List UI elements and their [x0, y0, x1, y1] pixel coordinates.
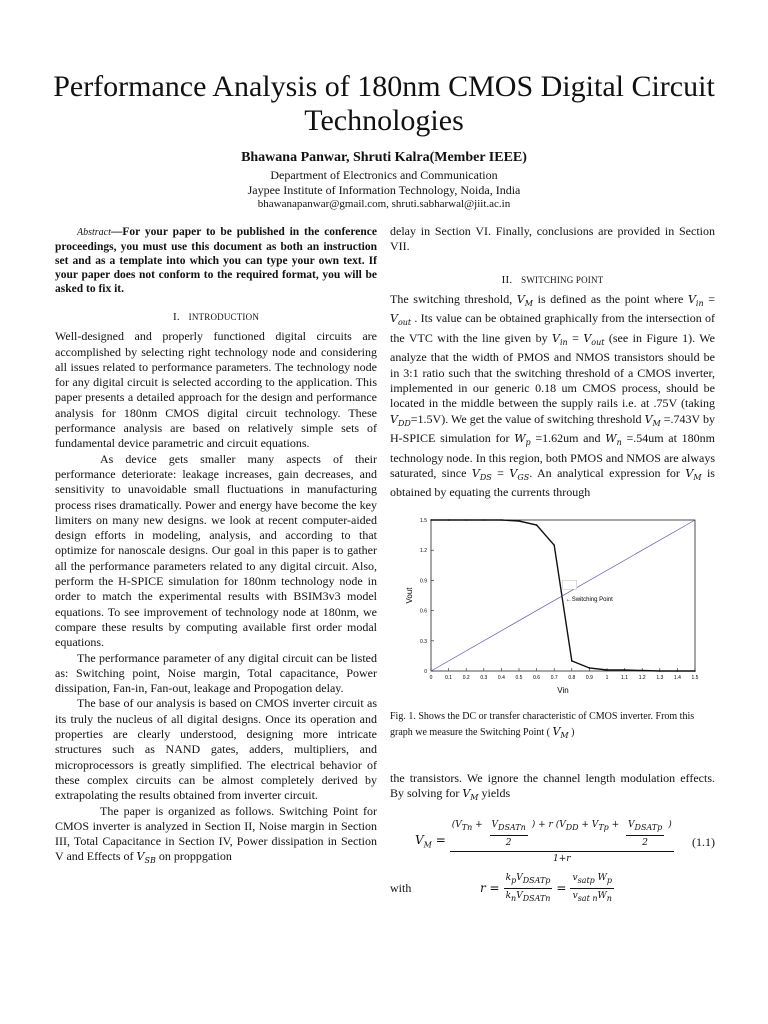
y-tick-label: 0.3	[420, 638, 427, 645]
math-symbol: $V_{in}$	[552, 331, 568, 348]
math-symbol: $V_{DD}$	[390, 412, 411, 428]
vtc-point	[430, 519, 432, 521]
math-symbol: $V_{out}$	[583, 331, 605, 348]
section-title: SWITCHING POINT	[521, 274, 604, 285]
vtc-point	[553, 544, 555, 546]
left-column	[55, 225, 377, 869]
x-tick-label: 0.4	[497, 674, 505, 681]
x-tick-label: 1.1	[621, 674, 629, 681]
affiliation-inst: Jaypee Institute of Information Technology, Noida, India	[247, 183, 521, 197]
vtc-point	[483, 519, 485, 521]
vtc-point	[589, 667, 591, 669]
paper-title: Performance Analysis of 180nm CMOS Digital Circuit Technologies	[53, 70, 715, 137]
x-tick-label: 0.9	[585, 674, 593, 681]
y-tick-label: 0.6	[420, 608, 427, 615]
math-symbol: $V_{out}$	[390, 312, 412, 328]
vtc-point	[659, 670, 661, 672]
vtc-point	[624, 669, 626, 671]
section-heading-intro	[55, 310, 377, 325]
math-symbol: $V_{in}$	[687, 292, 704, 309]
equation-vm: $V_M$ = ($V_{Tn}$ + $\frac{V_{DSATn}}{2}$ ) + r ($V_{DD} + V_{Tp}$ + $\frac{V_{DSATp}}{2}$ ) 1+r (1.1)	[415, 819, 715, 864]
vtc-chart	[405, 515, 705, 705]
math-symbol: $V_M$	[516, 292, 533, 309]
intro-para-5: The paper is organized as follows. Switching Point for CMOS inverter is analyzed in Section II, Noise margin in Section III, Total Capacitance in Section IV, Power dissipation in Section V and Effects of $V_{SB}$ on proppgation	[55, 803, 377, 866]
math-symbol: $V_M$	[552, 724, 569, 740]
vtc-point	[448, 519, 450, 521]
right-top-text: delay in Section VI. Finally, conclusions are provided in Section VII.	[390, 224, 715, 254]
x-tick-label: 1	[605, 674, 609, 681]
author-emails: bhawanapanwar@gmail.com, shruti.sabharwal@jiit.ac.in	[257, 198, 511, 210]
x-tick-label: 0.1	[445, 674, 453, 681]
x-tick-label: 0.8	[568, 674, 576, 681]
figure-caption: Fig. 1. Shows the DC or transfer characteristic of CMOS inverter. From this graph we measure the Switching Point ( $V_M$ )	[390, 710, 695, 740]
right-column	[390, 224, 715, 906]
switching-para: The switching threshold, $V_M$ is defined as the point where $V_{in} = V_{out}$ . Its value can be obtained graphically from the intersection of the VTC with the line given by $V_{in} = V_{out}$ (see in Figure 1). We analyze that the width of PMOS and NMOS transistors should be in 3:1 ratio such that the switching threshold of a CMOS inverter, implemented in our generic 0.18 um CMOS process, should be located in the middle between the supply rails i.e. at .75V (taking $V_{DD}=1.5V$). We get the value of switching threshold $V_M =.743V$ by H-SPICE simulation for $W_p =1.62um$ and $W_n =.54um$ at 180nm technology node. In this region, both PMOS and NMOS are always saturated, since $V_{DS} = V_{GS}$. An analytical expression for $V_M$ is obtained by equating the currents through	[390, 291, 716, 500]
y-tick-label: 1.2	[420, 547, 427, 554]
vtc-point	[518, 520, 520, 522]
vtc-point	[606, 669, 608, 671]
abstract-label: Abstract	[77, 227, 111, 238]
vtc-point	[677, 670, 679, 672]
y-axis-label: Vout	[405, 587, 414, 604]
math-symbol: $V_{GS}$	[509, 466, 530, 482]
after-figure-text: the transistors. We ignore the channel length modulation effects. By solving for $V_M$ yields	[390, 770, 715, 803]
section-number: I.	[172, 311, 180, 323]
x-tick-label: 0	[429, 674, 433, 681]
equation-number: (1.1)	[692, 834, 715, 849]
x-tick-label: 0.5	[515, 674, 523, 681]
vtc-point	[501, 519, 503, 521]
math-symbol: $V_M$	[644, 412, 661, 428]
datatip-box	[563, 580, 577, 589]
y-tick-label: 1.5	[420, 517, 427, 524]
x-tick-label: 0.6	[533, 674, 541, 681]
affiliation-dept: Department of Electronics and Communication	[270, 168, 498, 182]
vtc-point	[571, 660, 573, 662]
math-symbol: $W_p$	[514, 432, 531, 448]
vtc-point	[536, 524, 538, 526]
abstract	[55, 225, 377, 296]
x-tick-label: 0.7	[550, 674, 558, 681]
x-tick-label: 0.3	[480, 674, 488, 681]
x-tick-label: 1.5	[691, 674, 699, 681]
section-number: II.	[501, 273, 513, 286]
x-tick-label: 1.2	[638, 674, 646, 681]
math-symbol: $V_{DS}$	[471, 466, 492, 482]
vtc-point	[465, 519, 467, 521]
section-title: INTRODUCTION	[188, 312, 260, 322]
section-heading-switching	[390, 273, 715, 288]
intro-para-2: As device gets smaller many aspects of their performance deteriorate: leakage increases, gain decreases, and sensitivity to unavoidable small fluctuations in manufacturing process rises dramatically. Power and energy have become the key limiters on many new designs. we look at recent computer-aided design efforts in modeling, analysis, and according to that optimize for nanoscale designs. Our goal in this paper is to gather all the performance parameters related to any digital circuit. Also, perform the H-SPICE simulation for 180nm technology node in order to match the experimental results with BSIM3v3 model equations. To see improvement of technology node at 180nm, we compare these results by computing available first order modal equations.	[55, 451, 377, 650]
x-tick-label: 1.3	[656, 674, 664, 681]
math-symbol: $V_M$	[462, 787, 479, 803]
vtc-point	[641, 669, 643, 671]
equation-r: with r = $\frac{k_pV_{DSATp}}{k_nV_{DSATn}}$ = $\frac{v_{satp} W_p}{v_{sat n}W_n}$	[390, 873, 613, 904]
x-axis-label: Vin	[557, 685, 569, 695]
math-symbol: $V_M$	[685, 466, 702, 482]
with-label: with	[390, 881, 412, 896]
math-symbol: $V_{SB}$	[136, 850, 156, 866]
x-tick-label: 0.2	[462, 674, 470, 681]
abstract-text: —For your paper to be published in the conference proceedings, you must use this document as both an instruction set and as a template into which you can type your own text. If your paper does not conform to the required format, you will be asked to fix it.	[55, 226, 377, 295]
y-tick-label: 0	[424, 668, 427, 675]
y-tick-label: 0.9	[420, 577, 427, 584]
math-symbol: $W_n$	[605, 432, 622, 448]
x-tick-label: 1.4	[673, 674, 681, 681]
switching-point-label: ←Switching Point	[565, 596, 613, 603]
intro-para-3: The performance parameter of any digital circuit can be listed as: Switching point, Noise margin, Total capacitance, Power dissipation, Fan-in, Fan-out, leakage and Propogation delay.	[55, 650, 377, 696]
series-line-reference	[431, 520, 695, 671]
intro-para-1: Well-designed and properly functioned digital circuits are accomplished by selecting right technology node and considering all issues related to performance parameters. The technology node for any digital circuit is selected according to the application. This paper presents a detailed approach for the design and performance analysis for 180nm CMOS digital circuit technology. These performance analysis are based on relatively simple sets of fundamental device parametric and circuit equations.	[55, 329, 377, 451]
vtc-point	[694, 670, 696, 672]
authors: Bhawana Panwar, Shruti Kalra(Member IEEE)	[241, 150, 527, 165]
intro-para-4: The base of our analysis is based on CMOS inverter circuit as its truly the nucleus of all digital designs. Once its operation and properties are clearly understood, designing more intricate structures such as NAND gates, adders, multipliers, and microprocessors is greatly simplified. The electrical behavior of these complex circuits can be almost completely derived by extrapolating the results obtained from inverter circuit.	[55, 696, 377, 803]
